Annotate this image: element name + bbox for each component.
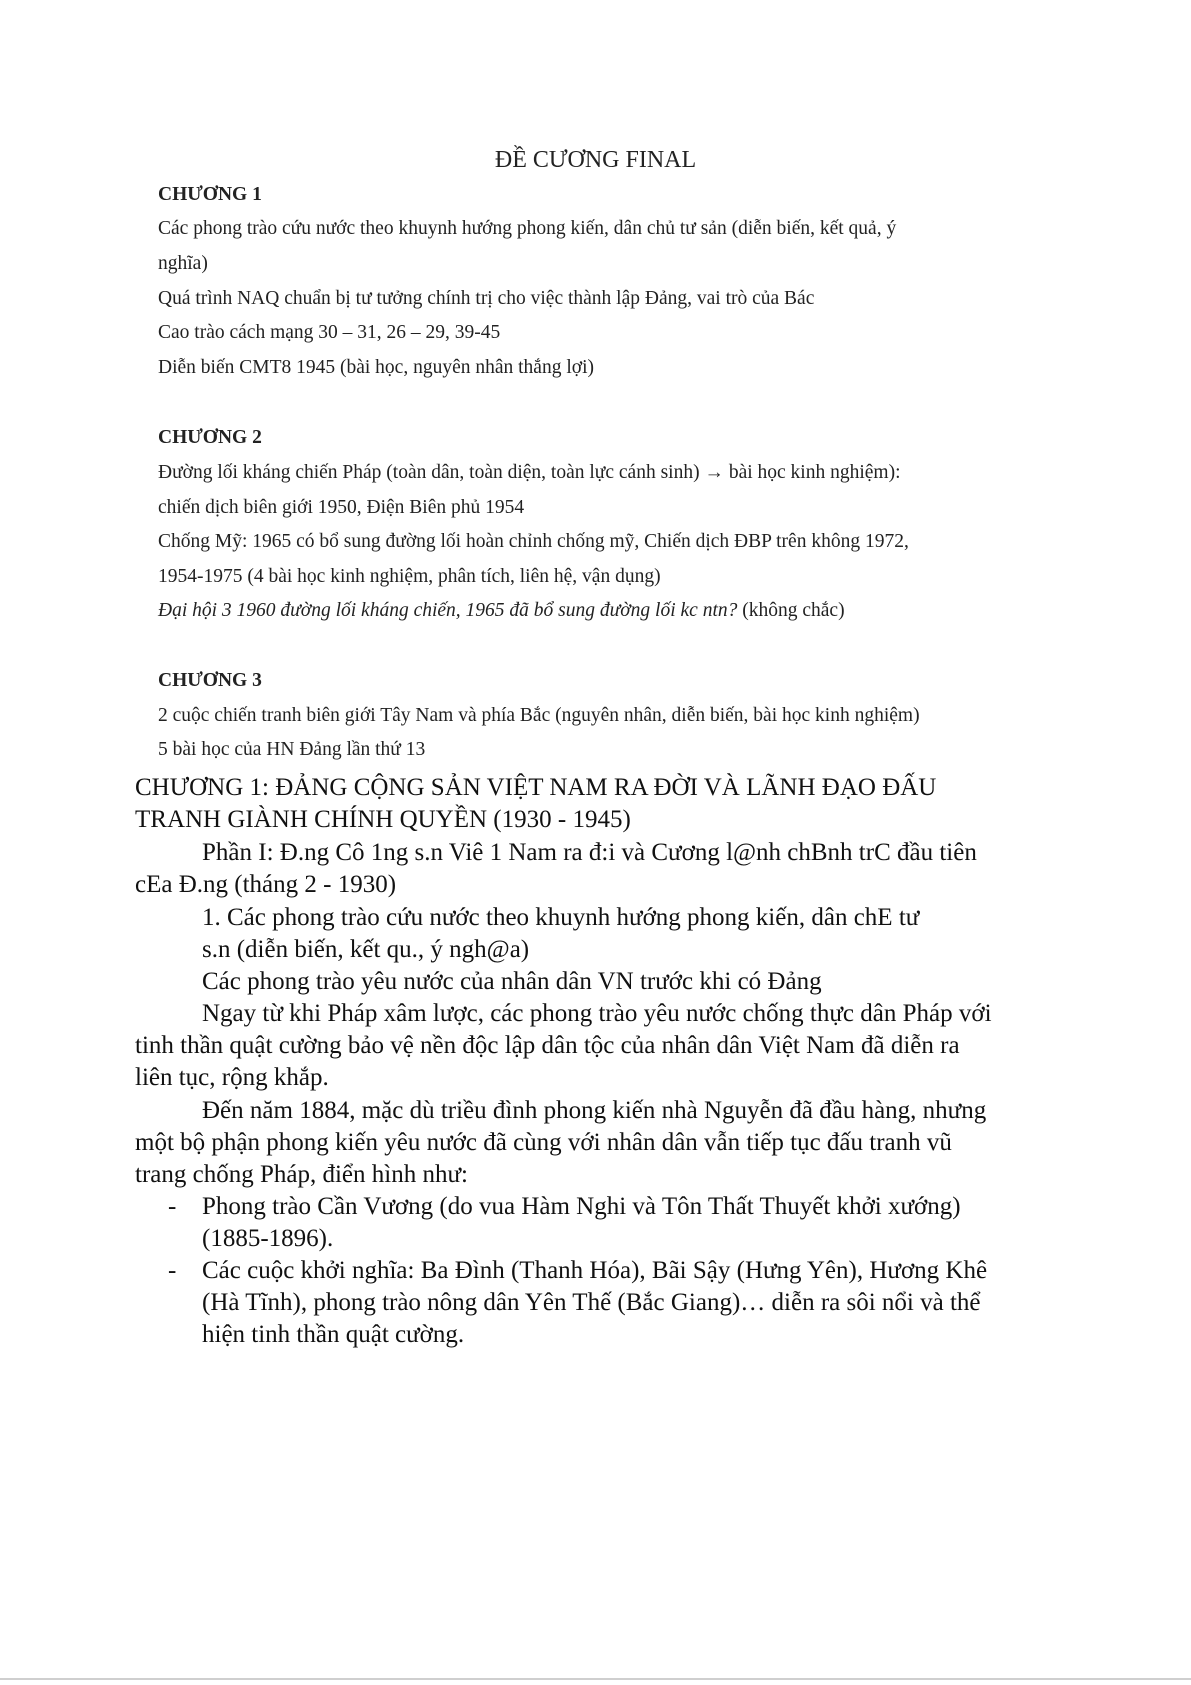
outline-line: nghĩa)	[158, 253, 208, 274]
section-heading: s.n (diễn biến, kết qu., ý ngh@a)	[202, 936, 530, 963]
bullet-line: (1885-1896).	[202, 1225, 334, 1252]
chapter-title: TRANH GIÀNH CHÍNH QUYỀN (1930 - 1945)	[135, 806, 631, 833]
part-heading: cEa Đ.ng (tháng 2 - 1930)	[135, 871, 397, 898]
outline-line: Đường lối kháng chiến Pháp (toàn dân, toàn diện, toàn lực cánh sinh) → bài học kinh nghiệm):	[158, 462, 901, 483]
sub-heading: Các phong trào yêu nước của nhân dân VN trước khi có Đảng	[202, 968, 822, 995]
bullet-line: (Hà Tĩnh), phong trào nông dân Yên Thế (Bắc Giang)… diễn ra sôi nổi và thể	[202, 1289, 981, 1316]
italic-question: Đại hội 3 1960 đường lối kháng chiến, 1965 đã bổ sung đường lối kc ntn?	[158, 600, 738, 621]
outline-line: 2 cuộc chiến tranh biên giới Tây Nam và phía Bắc (nguyên nhân, diễn biến, bài học kinh nghiệm)	[158, 705, 920, 726]
outline-line: 5 bài học của HN Đảng lần thứ 13	[158, 739, 426, 760]
paragraph-line: trang chống Pháp, điển hình như:	[135, 1161, 468, 1188]
outline-line: Các phong trào cứu nước theo khuynh hướng phong kiến, dân chủ tư sản (diễn biến, kết quả, ý	[158, 218, 897, 239]
bullet-line: Phong trào Cần Vương (do vua Hàm Nghi và Tôn Thất Thuyết khởi xướng)	[202, 1193, 961, 1220]
section-heading: 1. Các phong trào cứu nước theo khuynh hướng phong kiến, dân chE tư	[202, 904, 920, 931]
outline-italic-line	[158, 600, 845, 622]
part-heading: Phần I: Đ.ng Cô 1ng s.n Viê 1 Nam ra đ:i và Cương l@nh chBnh trC đầu tiên	[202, 839, 977, 866]
chapter-title: CHƯƠNG 1: ĐẢNG CỘNG SẢN VIỆT NAM RA ĐỜI VÀ LÃNH ĐẠO ĐẤU	[135, 774, 937, 801]
paragraph-line: một bộ phận phong kiến yêu nước đã cùng với nhân dân vẫn tiếp tục đấu tranh vũ	[135, 1129, 952, 1156]
outline-line: Cao trào cách mạng 30 – 31, 26 – 29, 39-45	[158, 322, 501, 343]
paragraph-line: tinh thần quật cường bảo vệ nền độc lập dân tộc của nhân dân Việt Nam đã diễn ra	[135, 1032, 960, 1059]
paragraph-line: Ngay từ khi Pháp xâm lược, các phong trào yêu nước chống thực dân Pháp với	[202, 1000, 992, 1027]
outline-line: Chống Mỹ: 1965 có bổ sung đường lối hoàn chỉnh chống mỹ, Chiến dịch ĐBP trên không 1972,	[158, 531, 909, 552]
paragraph-line: Đến năm 1884, mặc dù triều đình phong kiến nhà Nguyễn đã đầu hàng, nhưng	[202, 1097, 987, 1124]
bullet-dash: -	[168, 1257, 177, 1284]
outline-line: Diễn biến CMT8 1945 (bài học, nguyên nhân thắng lợi)	[158, 357, 594, 378]
bullet-line: Các cuộc khởi nghĩa: Ba Đình (Thanh Hóa), Bãi Sậy (Hưng Yên), Hương Khê	[202, 1257, 988, 1284]
outline-line: Quá trình NAQ chuẩn bị tư tưởng chính trị cho việc thành lập Đảng, vai trò của Bác	[158, 288, 815, 309]
paragraph-line: liên tục, rộng khắp.	[135, 1064, 329, 1091]
bullet-line: hiện tinh thần quật cường.	[202, 1321, 465, 1348]
page-bottom-rule	[0, 1678, 1191, 1680]
outline-line: chiến dịch biên giới 1950, Điện Biên phủ 1954	[158, 497, 525, 518]
bullet-dash: -	[168, 1193, 177, 1220]
outline-line: 1954-1975 (4 bài học kinh nghiệm, phân tích, liên hệ, vận dụng)	[158, 566, 661, 587]
italic-suffix: (không chắc)	[737, 600, 845, 621]
chapter-2-heading: CHƯƠNG 2	[158, 427, 262, 448]
chapter-1-heading: CHƯƠNG 1	[158, 184, 262, 205]
chapter-3-heading: CHƯƠNG 3	[158, 670, 262, 691]
outline-title: ĐỀ CƯƠNG FINAL	[494, 147, 697, 173]
